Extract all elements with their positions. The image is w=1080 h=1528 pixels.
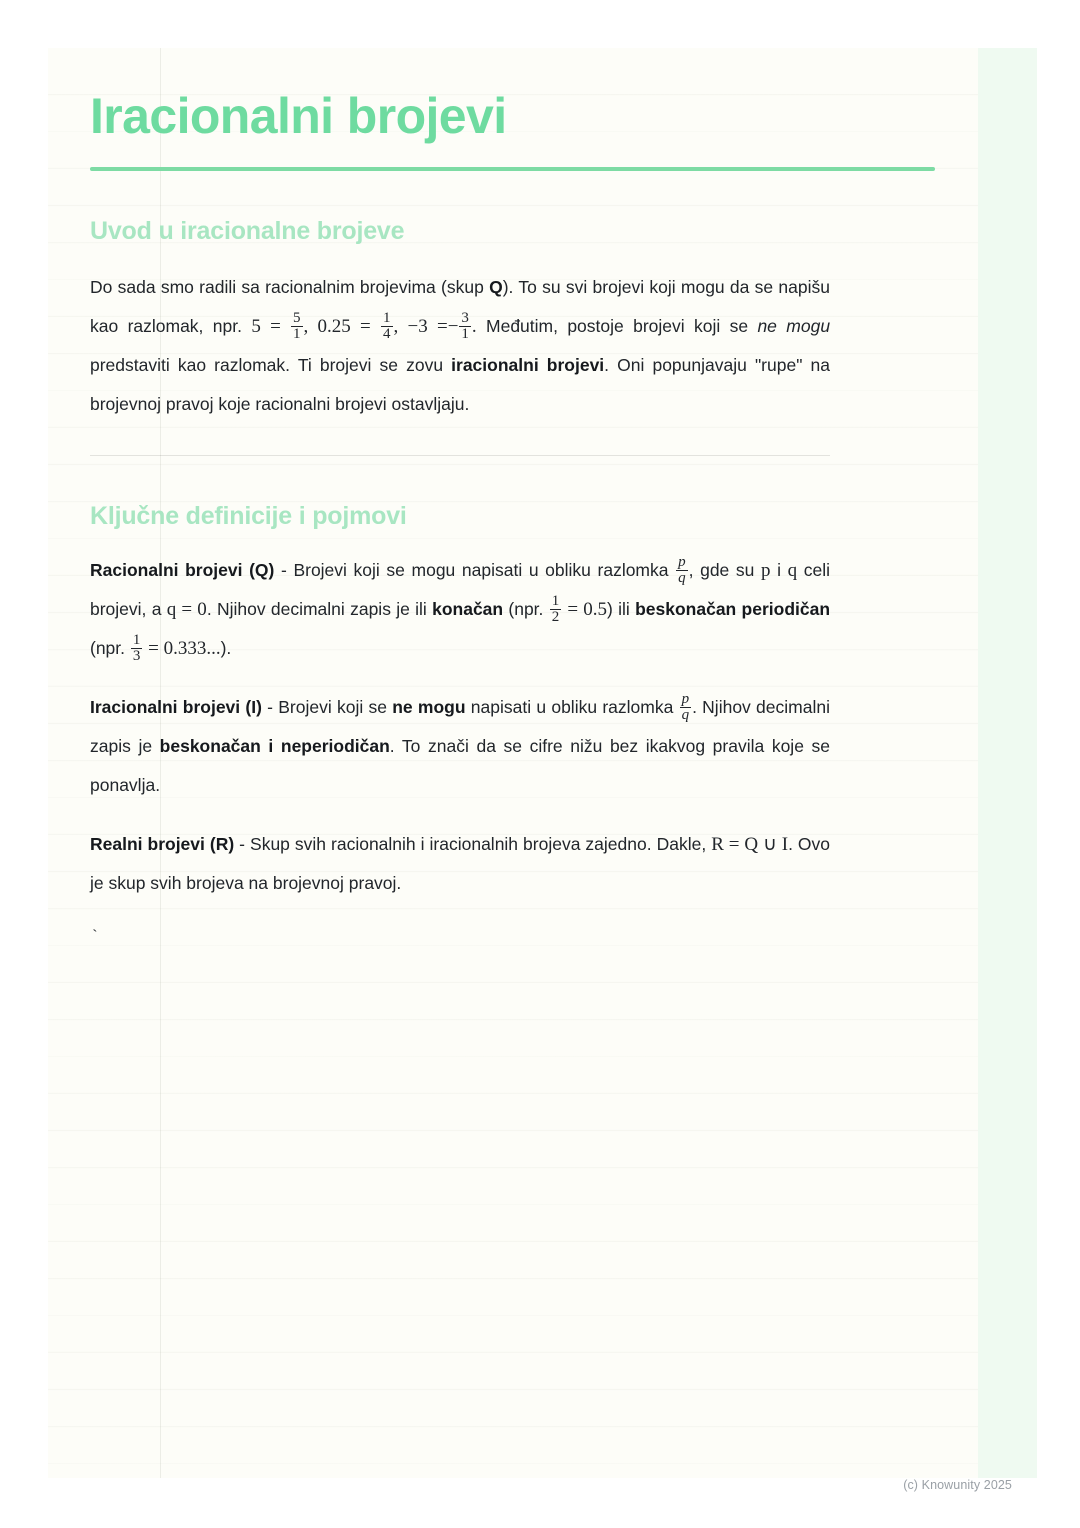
section-heading-uvod: Uvod u iracionalne brojeve	[90, 217, 405, 245]
definition-dash: -	[261, 697, 279, 717]
fraction-numerator: 5	[293, 310, 301, 326]
math-ex3-rel: =	[436, 316, 448, 337]
fraction-one-over-four	[381, 311, 393, 343]
intro-paragraph	[90, 246, 830, 424]
term-ne-mogu: ne mogu	[392, 697, 466, 717]
intro-text-5: . Oni popunjavaju "rupe" na brojevnoj pravoj koje racionalni brojevi ostavljaju.	[90, 355, 830, 414]
fraction-five-over-one	[291, 311, 303, 343]
math-ex2-rel: =	[360, 316, 371, 337]
fraction-numerator: 1	[132, 632, 141, 648]
fraction-one-over-three	[131, 633, 143, 665]
variable-q: q	[787, 560, 798, 581]
math-ex1-sep: ,	[303, 316, 318, 337]
stray-backtick-mark: `	[90, 928, 100, 946]
definition-text-5: . Njihov decimalni zapis je ili	[206, 599, 433, 619]
definition-text-3: i	[770, 560, 788, 580]
definition-text-9: ).	[220, 638, 232, 658]
fraction-denominator: 1	[293, 326, 301, 343]
fraction-p-over-q	[680, 692, 692, 724]
definition-text-3: . Njihov decimalni zapis je	[90, 697, 830, 756]
definition-text-2: , gde su	[688, 560, 761, 580]
definition-text-2: napisati u obliku razlomka	[465, 697, 679, 717]
math-ex2-lhs: 0.25	[317, 316, 351, 337]
definition-text-4: celi brojevi, a	[90, 560, 830, 619]
intro-text-4: predstaviti kao razlomak. Ti brojevi se zovu	[90, 355, 452, 375]
math-ex3-sign: −	[447, 316, 459, 337]
document-content	[90, 48, 935, 945]
math-ex2-sep: ,	[393, 316, 408, 337]
fraction-denominator: 2	[551, 609, 560, 626]
definition-term: Racionalni brojevi (Q)	[90, 560, 275, 580]
page-edge-band	[975, 48, 1037, 1478]
set-symbol-q: Q	[489, 277, 503, 297]
formula-real-union: R = Q ∪ I	[711, 834, 789, 855]
math-ex1-rel: =	[270, 316, 281, 337]
definition-iracionalni-brojevi	[90, 668, 830, 805]
math-ex3-sep: .	[471, 316, 477, 337]
definition-racionalni-brojevi	[90, 531, 830, 668]
fraction-numerator: 3	[461, 310, 469, 326]
value-one-half: = 0.5	[562, 599, 608, 620]
emphasis-ne-mogu: ne mogu	[757, 316, 831, 336]
definition-text-1: Brojevi koji se	[278, 697, 393, 717]
variable-p: p	[761, 560, 771, 581]
definition-text-6: (npr.	[503, 599, 549, 619]
definition-text-1: Brojevi koji se mogu napisati u obliku razlomka	[293, 560, 676, 580]
definition-dash: -	[234, 834, 251, 854]
definition-realni-brojevi	[90, 805, 830, 903]
definition-term: Realni brojevi (R)	[90, 834, 235, 854]
condition-q-equals-zero: q = 0	[166, 599, 207, 620]
value-one-third: = 0.333...	[143, 638, 221, 659]
definition-term: Iracionalni brojevi (I)	[90, 697, 262, 717]
fraction-one-over-two	[550, 594, 562, 626]
fraction-p-over-q	[676, 555, 688, 587]
intro-text-1: Do sada smo radili sa racionalnim brojevima (skup	[90, 277, 490, 297]
fraction-numerator: 1	[383, 310, 391, 326]
fraction-denominator: q	[681, 707, 690, 724]
section-heading-kljucne-definicije: Ključne definicije i pojmovi	[90, 502, 407, 530]
intro-text-3: Međutim, postoje brojevi koji se	[476, 316, 758, 336]
copyright-watermark: (c) Knowunity 2025	[903, 1478, 1012, 1492]
definition-dash: -	[274, 560, 294, 580]
fraction-numerator: p	[681, 691, 690, 707]
definition-text-4: . To znači da se cifre nižu bez ikakvog pravila koje se ponavlja.	[90, 736, 831, 795]
term-iracionalni-brojevi: iracionalni brojevi	[451, 355, 605, 375]
fraction-denominator: 3	[132, 648, 141, 665]
term-beskonacan-periodican: beskonačan periodičan	[635, 599, 831, 619]
fraction-numerator: 1	[551, 593, 560, 609]
term-konacan: konačan	[432, 599, 504, 619]
definition-text-7: ) ili	[607, 599, 636, 619]
definition-text-8: (npr.	[90, 638, 130, 658]
fraction-denominator: 4	[383, 326, 391, 343]
fraction-three-over-one	[459, 311, 471, 343]
math-ex1-lhs: 5	[251, 316, 261, 337]
intro-text-2: ). To su svi brojevi koji mogu da se napišu kao razlomak, npr.	[90, 277, 830, 336]
definition-text-1: Skup svih racionalnih i iracionalnih brojeva zajedno. Dakle,	[250, 834, 712, 854]
math-ex3-lhs: −3	[407, 316, 428, 337]
fraction-denominator: q	[678, 570, 686, 587]
fraction-denominator: 1	[461, 326, 469, 343]
term-beskonacan-neperiodican: beskonačan i neperiodičan	[159, 736, 390, 756]
page-title: Iracionalni brojevi	[90, 88, 507, 144]
math-example-group	[251, 310, 477, 343]
definition-text-2: . Ovo je skup svih brojeva na brojevnoj pravoj.	[90, 834, 831, 893]
fraction-numerator: p	[678, 554, 686, 570]
